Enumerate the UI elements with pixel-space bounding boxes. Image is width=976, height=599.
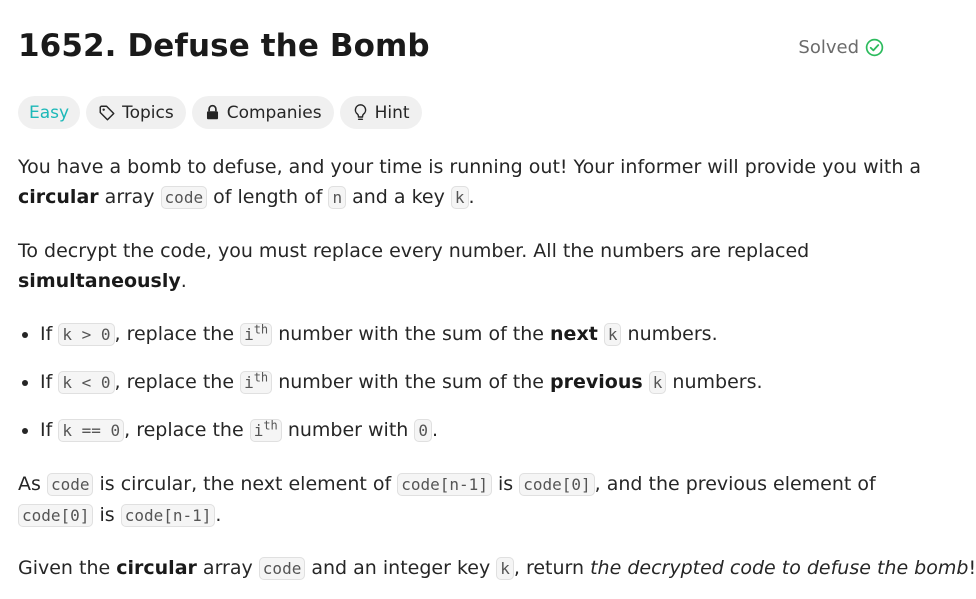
p2-line-2 [18,266,884,296]
difficulty-badge[interactable]: Easy [18,96,80,129]
p1-line-2 [18,182,884,213]
p2-line-1: To decrypt the code, you must replace every number. All the numbers are replaced [18,240,810,262]
text-span: If [40,371,59,393]
code-i-th [250,419,282,442]
text-span [598,323,604,345]
bold-simultaneously: simultaneously [18,270,181,292]
problem-panel [18,0,976,584]
code-code-n-1: code[n-1] [121,504,216,527]
text-span: . [215,504,222,526]
text-span: is circular, the next element of [93,473,398,495]
code-i: i [244,373,254,392]
companies-label: Companies [226,102,322,123]
code-code-0: code[0] [18,504,93,527]
text-span: and an integer key [305,557,497,579]
code-k-lt-0: k < 0 [58,371,114,394]
bold-circular: circular [116,557,197,579]
bold-circular: circular [18,186,99,208]
text-span: number with the sum of the [272,371,551,393]
list-item [40,319,884,350]
text-span: and a key [346,186,451,208]
text-span [643,371,649,393]
p1-line-1: You have a bomb to defuse, and your time is running out! Your informer will provide you with a [18,156,922,178]
text-span: number with the sum of the [272,323,551,345]
tag-row [18,96,884,129]
code-i: i [244,325,254,344]
hint-button[interactable] [340,96,422,129]
lightbulb-icon [352,103,369,122]
text-span: of length of [207,186,329,208]
bold-previous: previous [550,371,643,393]
problem-header [18,0,884,96]
code-code-n-1: code[n-1] [397,473,492,496]
tag-icon [98,104,116,122]
code-code: code [47,473,94,496]
p4-line-1 [18,553,976,584]
topics-button[interactable] [86,96,186,129]
topics-label: Topics [122,102,174,123]
superscript-th: th [263,418,278,433]
code-code-0: code[0] [519,473,594,496]
text-span: , replace the [114,371,241,393]
companies-button[interactable] [192,96,334,129]
solved-status [798,37,884,58]
text-span: numbers. [621,323,718,345]
text-span: array [98,186,161,208]
superscript-th: th [253,322,269,337]
superscript-th: th [253,370,269,385]
code-k-eq-0: k == 0 [58,419,124,442]
code-k-gt-0: k > 0 [58,323,114,346]
hint-label: Hint [374,102,410,123]
code-k: k [451,186,469,209]
text-span: is [93,504,121,526]
text-span: Given the [18,557,117,579]
code-k: k [649,371,667,394]
text-span: If [40,323,59,345]
description-paragraph-4 [18,553,976,584]
code-n: n [328,186,346,209]
bold-next: next [550,323,598,345]
code-code: code [259,557,306,580]
text-span: , and the previous element of [594,473,876,495]
text-span: . [432,419,439,441]
solved-label: Solved [798,37,859,58]
rules-list [18,319,884,446]
text-span: . [180,270,187,292]
p3-line-1 [18,469,884,500]
text-span: If [40,419,59,441]
lock-icon [204,104,221,121]
description-paragraph-2 [18,236,884,296]
code-i-th [240,323,272,346]
text-span: As [18,473,47,495]
text-span: numbers. [666,371,763,393]
code-zero: 0 [414,419,432,442]
text-span: , replace the [114,323,241,345]
text-span: , return [513,557,591,579]
text-span: is [491,473,520,495]
text-span: . [468,186,475,208]
problem-title: 1652. Defuse the Bomb [18,28,430,64]
description-paragraph-3 [18,469,884,531]
code-k: k [496,557,514,580]
italic-return-value: the decrypted code to defuse the bomb [590,557,969,579]
code-k: k [604,323,622,346]
code-i: i [253,421,264,440]
text-span: , replace the [124,419,250,441]
code-code: code [161,186,208,209]
list-item [40,367,884,398]
description-paragraph-1 [18,152,922,213]
p3-line-2 [18,500,884,531]
code-i-th [240,371,272,394]
text-span: array [196,557,259,579]
text-span: number with [281,419,415,441]
list-item [40,415,884,446]
text-span: ! [968,557,976,579]
check-circle-icon [865,38,884,57]
